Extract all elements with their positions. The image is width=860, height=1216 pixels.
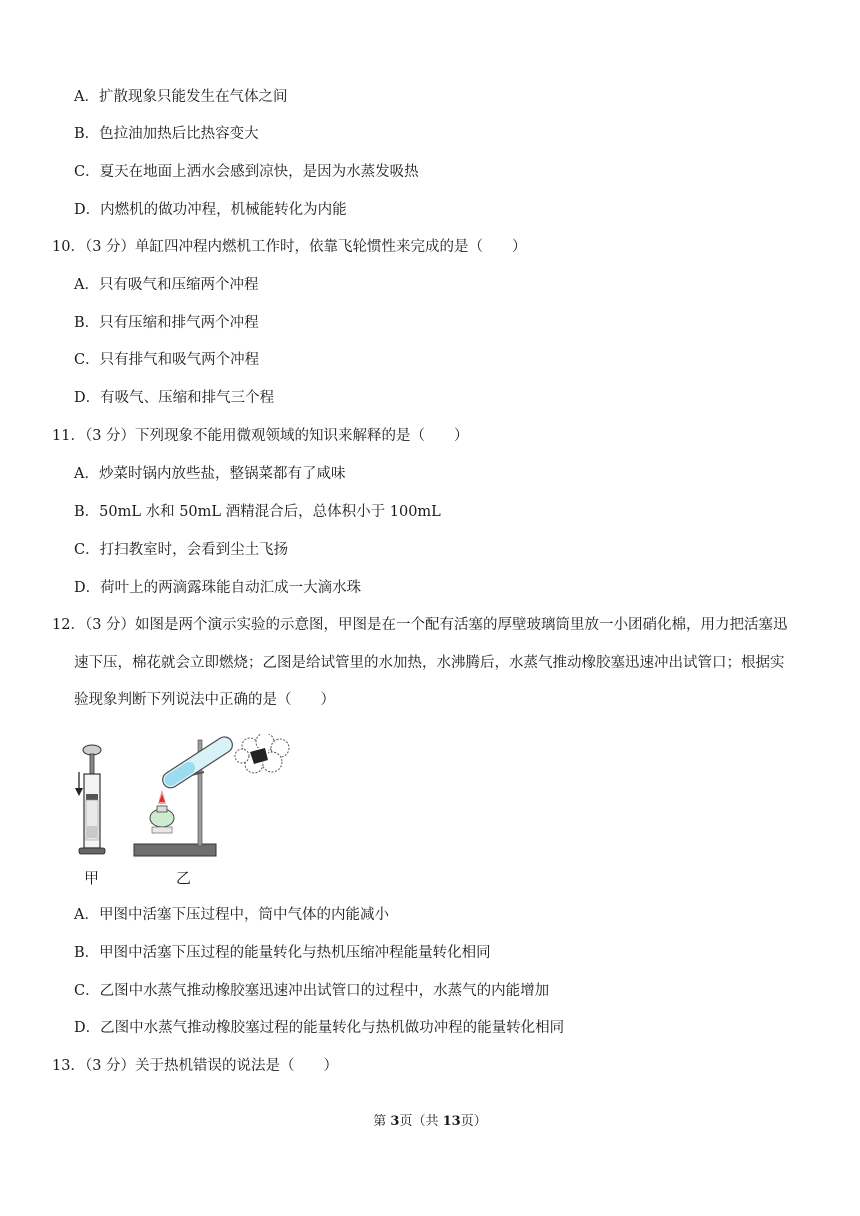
fire-syringe-diagram (75, 745, 105, 854)
experiment-figure (70, 734, 360, 894)
q9-option-a: A．扩散现象只能发生在气体之间 (74, 89, 288, 105)
q11-option-d: D．荷叶上的两滴露珠能自动汇成一大滴水珠 (74, 580, 362, 596)
footer-page-number: 3 (390, 1114, 400, 1129)
q12-stem-line-3: 验现象判断下列说法中正确的是（ ） (74, 692, 335, 708)
q12-stem-line-2: 速下压，棉花就会立即燃烧；乙图是给试管里的水加热，水沸腾后，水蒸气推动橡胶塞迅速冲出试管口；根据实 (74, 655, 785, 671)
q13-stem: 13．（3 分）关于热机错误的说法是（ ） (52, 1058, 339, 1074)
q12-option-b: B．甲图中活塞下压过程的能量转化与热机压缩冲程能量转化相同 (74, 945, 491, 961)
q10-option-a: A．只有吸气和压缩两个冲程 (74, 277, 259, 293)
footer-total-pages: 13 (442, 1114, 461, 1129)
q12-option-a: A．甲图中活塞下压过程中，筒中气体的内能减小 (74, 907, 389, 923)
q9-option-b: B．色拉油加热后比热容变大 (74, 126, 259, 142)
q11-option-a: A．炒菜时锅内放些盐，整锅菜都有了咸味 (74, 466, 346, 482)
q9-option-c: C．夏天在地面上洒水会感到凉快，是因为水蒸发吸热 (74, 164, 419, 180)
q12-option-c: C．乙图中水蒸气推动橡胶塞迅速冲出试管口的过程中，水蒸气的内能增加 (74, 983, 550, 999)
q10-option-b: B．只有压缩和排气两个冲程 (74, 315, 259, 331)
page-footer (0, 1110, 860, 1129)
experiment-illustration (70, 734, 360, 894)
q12-option-d: D．乙图中水蒸气推动橡胶塞过程的能量转化与热机做功冲程的能量转化相同 (74, 1020, 565, 1036)
figure-label-yi: 乙 (176, 869, 192, 887)
q11-stem: 11．（3 分）下列现象不能用微观领域的知识来解释的是（ ） (52, 428, 469, 444)
q11-option-b: B．50mL 水和 50mL 酒精混合后，总体积小于 100mL (74, 504, 441, 520)
figure-label-jia: 甲 (84, 869, 100, 887)
q10-stem: 10．（3 分）单缸四冲程内燃机工作时，依靠飞轮惯性来完成的是（ ） (52, 239, 527, 255)
footer-middle: 页（共 (399, 1114, 443, 1129)
q10-option-d: D．有吸气、压缩和排气三个程 (74, 390, 275, 406)
q11-option-c: C．打扫教室时，会看到尘土飞扬 (74, 542, 289, 558)
q12-stem-line-1: 12．（3 分）如图是两个演示实验的示意图，甲图是在一个配有活塞的厚壁玻璃筒里放一小团硝化棉，用力把活塞迅 (52, 617, 788, 633)
q10-option-c: C．只有排气和吸气两个冲程 (74, 352, 260, 368)
footer-suffix: 页） (460, 1114, 487, 1129)
test-tube-heating-diagram (134, 734, 289, 856)
q9-option-d: D．内燃机的做功冲程，机械能转化为内能 (74, 202, 347, 218)
footer-prefix: 第 (373, 1114, 391, 1129)
